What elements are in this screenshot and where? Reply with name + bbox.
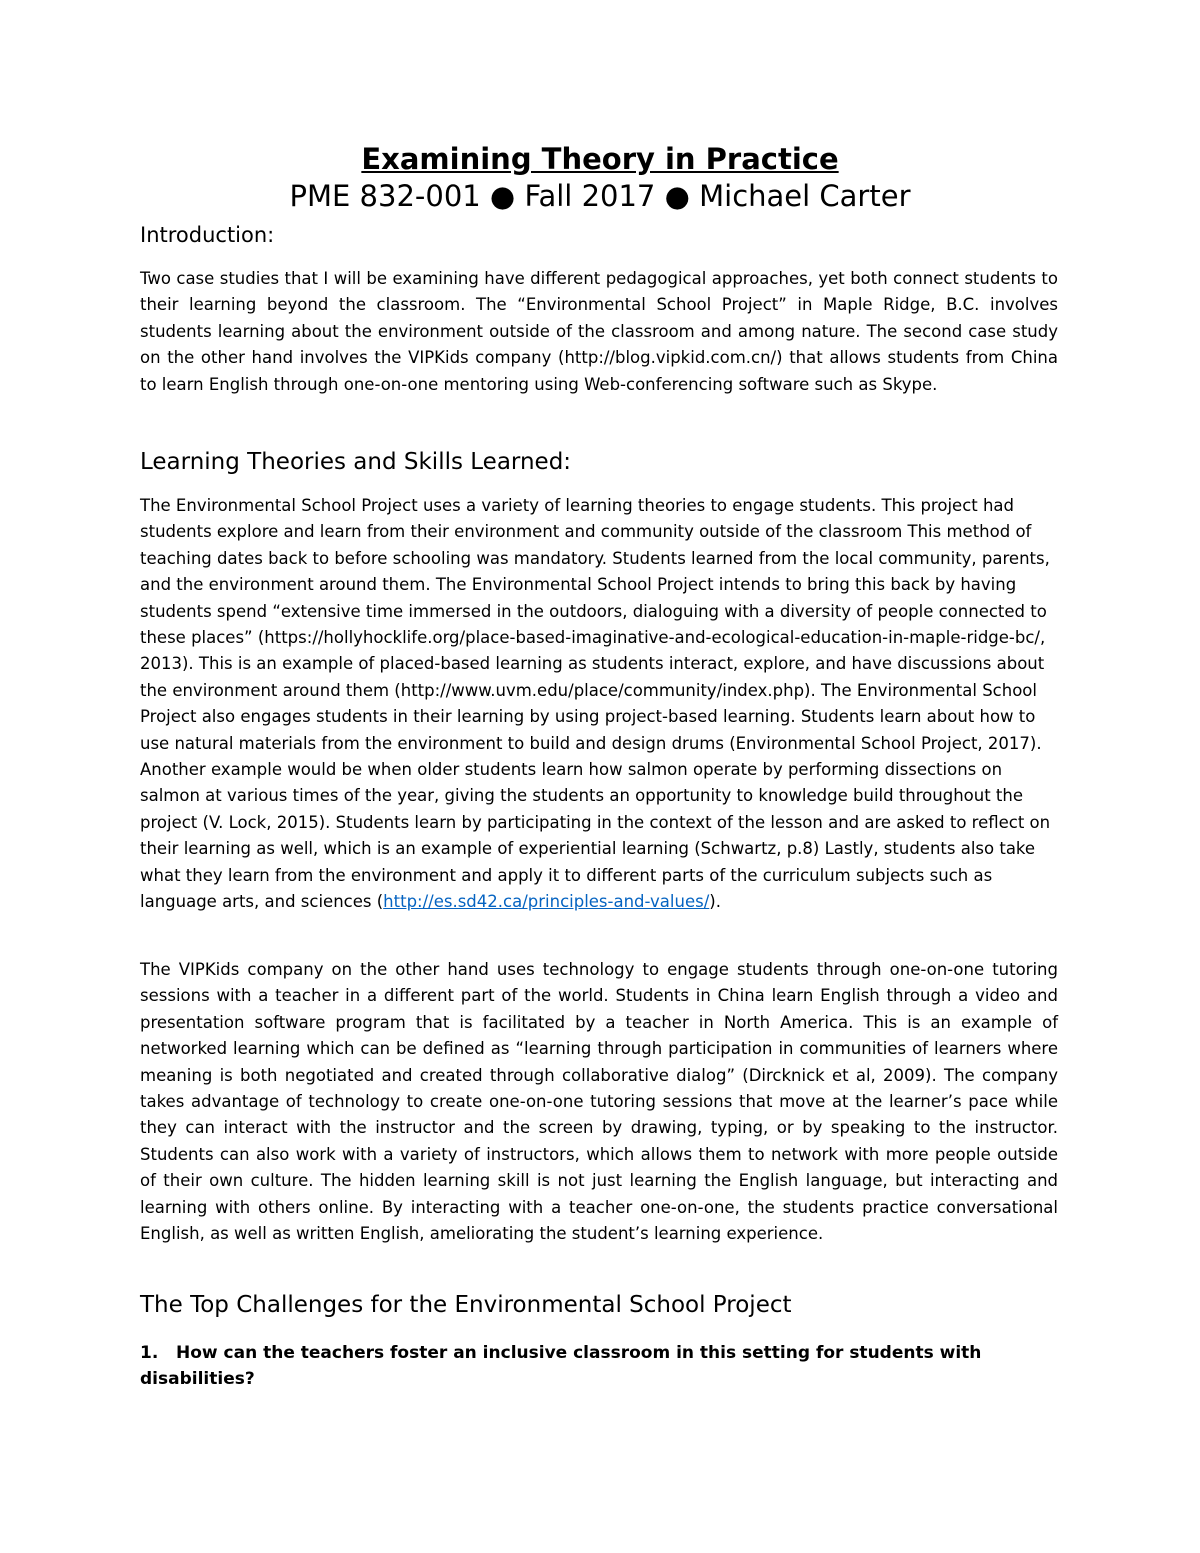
environmental-project-text: The Environmental School Project uses a variety of learning theories to engage students. This project had students explore and learn from their environment and community outside of the classroom This method of teaching dates back to before schooling was mandatory. Students learned from the local community, parents, and the environment around them. The Environmental School Project intends to bring this back by having students spend “extensive time immersed in the outdoors, dialoguing with a diversity of people connected to these places” (https://hollyhocklife.org/place-based-imaginative-and-ecological-education-in-maple-ridge-bc/, 2013). This is an example of placed-based learning as students interact, explore, and have discussions about the environment around them (http://www.uvm.edu/place/community/index.php). The Environmental School Project also engages students in their learning by using project-based learning. Students learn about how to use natural materials from the environment to build and design drums (Environmental School Project, 2017). Another example would be when older students learn how salmon operate by performing dissections on salmon at various times of the year, giving the students an opportunity to knowledge build throughout the project (V. Lock, 2015). Students learn by participating in the context of the lesson and are asked to reflect on their learning as well, which is an example of experiential learning (Schwartz, p.8) Lastly, students also take what they learn from the environment and apply it to different parts of the curriculum subjects such as language arts, and sciences ( <box>140 496 1051 912</box>
learning-theories-heading: Learning Theories and Skills Learned: <box>140 449 572 475</box>
principles-and-values-link[interactable]: http://es.sd42.ca/principles-and-values/ <box>383 892 710 912</box>
document-subtitle: PME 832-001 ● Fall 2017 ● Michael Carter <box>289 179 911 213</box>
challenge-number: 1. <box>140 1343 159 1363</box>
challenge-question: How can the teachers foster an inclusive classroom in this setting for students with disabilities? <box>140 1343 982 1389</box>
challenge-list-item <box>140 1340 1070 1392</box>
introduction-paragraph: Two case studies that I will be examining have different pedagogical approaches, yet both connect students to their learning beyond the classroom. The “Environmental School Project” in Maple Ridge, B.C. involves students learning about the environment outside of the classroom and among nature. The second case study on the other hand involves the VIPKids company (http://blog.vipkid.com.cn/) that allows students from China to learn English through one-on-one mentoring using Web-conferencing software such as Skype. <box>140 269 1058 394</box>
environmental-project-paragraph <box>140 493 1058 916</box>
top-challenges-heading: The Top Challenges for the Environmental School Project <box>140 1292 792 1318</box>
vipkids-paragraph: The VIPKids company on the other hand uses technology to engage students through one-on-one tutoring sessions with a teacher in a different part of the world. Students in China learn English through a video and presentation software program that is facilitated by a teacher in North America. This is an example of networked learning which can be defined as “learning through participation in communities of learners where meaning is both negotiated and created through collaborative dialog” (Dircknick et al, 2009). The company takes advantage of technology to create one-on-one tutoring sessions that move at the learner’s pace while they can interact with the instructor and the screen by drawing, typing, or by speaking to the instructor. Students can also work with a variety of instructors, which allows them to network with more people outside of their own culture. The hidden learning skill is not just learning the English language, but interacting and learning with others online. By interacting with a teacher one-on-one, the students practice conversational English, as well as written English, ameliorating the student’s learning experience. <box>140 960 1058 1244</box>
introduction-heading: Introduction: <box>140 223 275 247</box>
environmental-project-text-end: ). <box>709 892 721 912</box>
document-title: Examining Theory in Practice <box>361 142 839 176</box>
